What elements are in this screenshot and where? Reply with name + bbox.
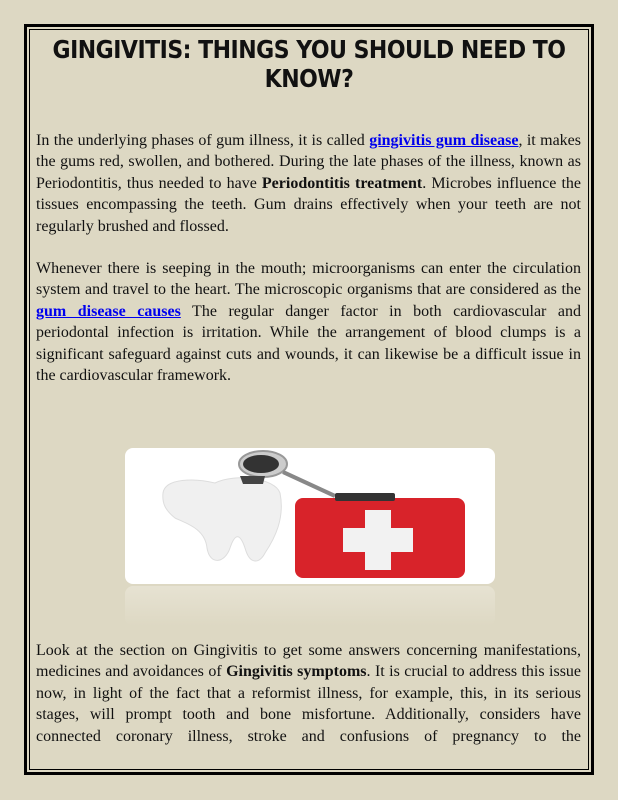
- text: , it makes the gums red, swollen, and bothered. During the late phases of the illness, known as Periodontitis, thus needed to have: [36, 132, 582, 192]
- page-title: GINGIVITIS: THINGS YOU SHOULD NEED TO KNOW?: [52, 36, 566, 94]
- paragraph-1: [36, 130, 581, 237]
- link-gingivitis-gum-disease[interactable]: gingivitis gum disease: [369, 132, 519, 149]
- text: The regular danger factor in both cardiovascular and periodontal infection is irritation. While the arrangement of blood clumps is a significant safeguard against cuts and wounds, it can likewise be a difficult issue in the cardiovascular framework.: [36, 302, 582, 385]
- bold-periodontitis-treatment: Periodontitis treatment: [261, 174, 423, 192]
- tooth-first-aid-icon: [125, 448, 495, 584]
- text: . Microbes influence the tissues encompassing the teeth. Gum drains effectively when your teeth are not regularly brushed and flossed.: [36, 174, 582, 235]
- bold-gingivitis-symptoms: Gingivitis symptoms: [226, 663, 367, 681]
- link-gum-disease-causes[interactable]: gum disease causes: [36, 302, 181, 320]
- image-reflection: [125, 586, 495, 626]
- tooth-first-aid-image: [125, 448, 495, 584]
- text: In the underlying phases of gum illness, it is called: [36, 132, 370, 149]
- text: . It is crucial to address this issue now, in light of the fact that a reformist illness, for example, this, in its serious stages, will prompt tooth and bone misfortune. Additionally, considers have connected coronary illness, stroke and confusions of pregnancy to the: [36, 663, 582, 745]
- text: Whenever there is seeping in the mouth; microorganisms can enter the circulation system and travel to the heart. The microscopic organisms that are considered as the: [36, 260, 581, 299]
- paragraph-3: [36, 640, 581, 747]
- paragraph-2: [36, 258, 581, 386]
- text: Look at the section on Gingivitis to get some answers concerning manifestations, medicines and avoidances of: [36, 642, 581, 681]
